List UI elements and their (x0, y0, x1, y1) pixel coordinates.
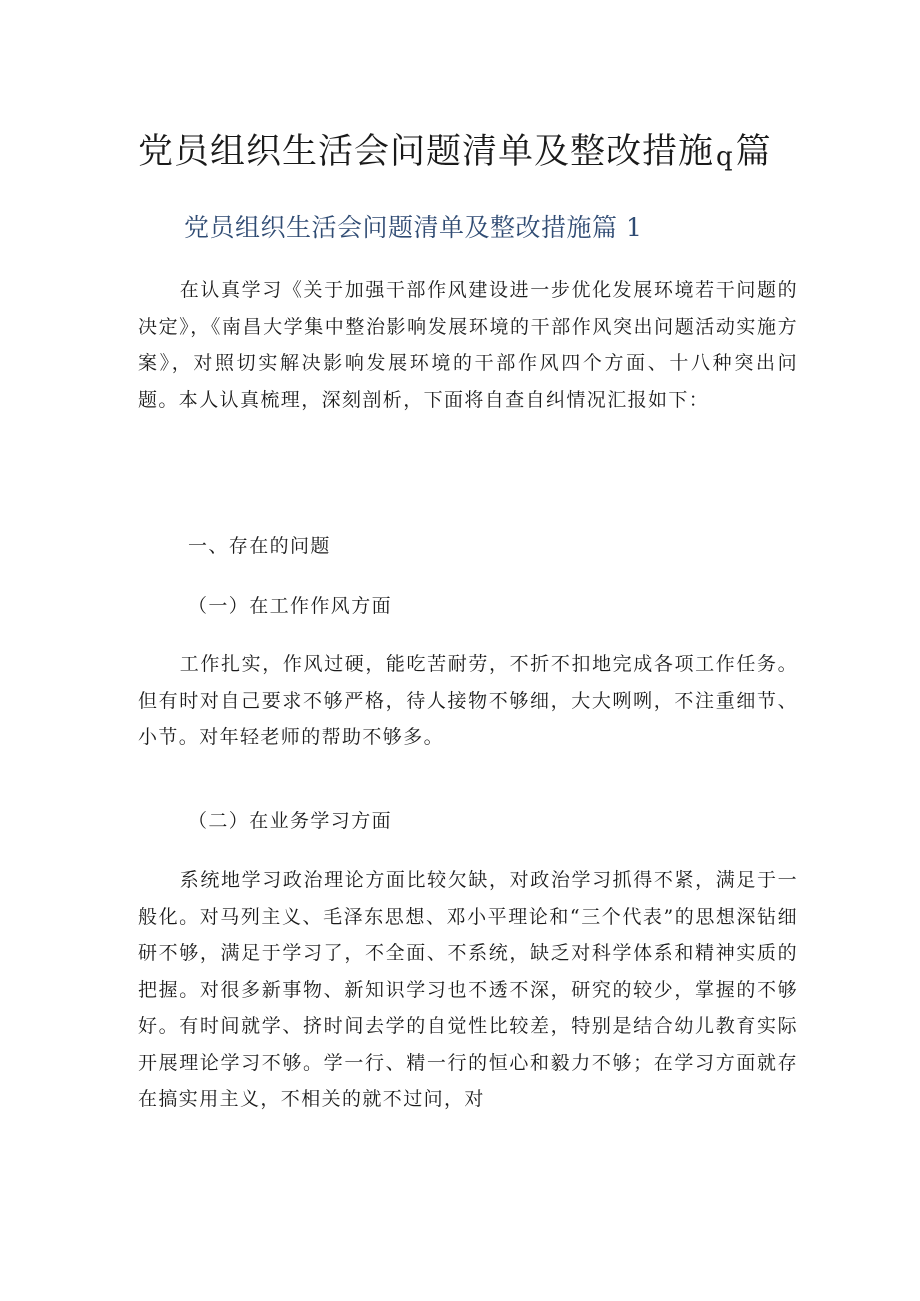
sub-two-heading: （二）在业务学习方面 (188, 810, 393, 832)
document-title-odd-char: q (716, 142, 734, 172)
document-title-tail: 篇 (735, 132, 772, 172)
section-heading: 党员组织生活会问题清单及整改措施篇 1 (184, 213, 643, 242)
document-title (138, 128, 772, 181)
part-one-heading: 一、存在的问题 (188, 535, 331, 557)
intro-paragraph: 在认真学习《关于加强干部作风建设进一步优化发展环境若干问题的决定》，《南昌大学集中整治影响发展环境的干部作风突出问题活动实施方案》，对照切实解决影响发展环境的干部作风四个方面、十八种突出问题。本人认真梳理，深刻剖析，下面将自查自纠情况汇报如下： (138, 279, 798, 411)
document-title-main: 党员组织生活会问题清单及整改措施 (138, 132, 715, 172)
sub-two-paragraph: 系统地学习政治理论方面比较欠缺，对政治学习抓得不紧，满足于一般化。对马列主义、毛泽东思想、邓小平理论和“三个代表”的思想深钻细研不够，满足于学习了，不全面、不系统，缺乏对科学体系和精神实质的把握。对很多新事物、新知识学习也不透不深，研究的较少，掌握的不够好。有时间就学、挤时间去学的自觉性比较差，特别是结合幼儿教育实际开展理论学习不够。学一行、精一行的恒心和毅力不够；在学习方面就存在搞实用主义，不相关的就不过问，对 (138, 869, 798, 1110)
sub-one-paragraph: 工作扎实，作风过硬，能吃苦耐劳，不折不扣地完成各项工作任务。但有时对自己要求不够严格，待人接物不够细，大大咧咧，不注重细节、小节。对年轻老师的帮助不够多。 (138, 653, 798, 748)
sub-one-heading: （一）在工作作风方面 (188, 595, 393, 617)
